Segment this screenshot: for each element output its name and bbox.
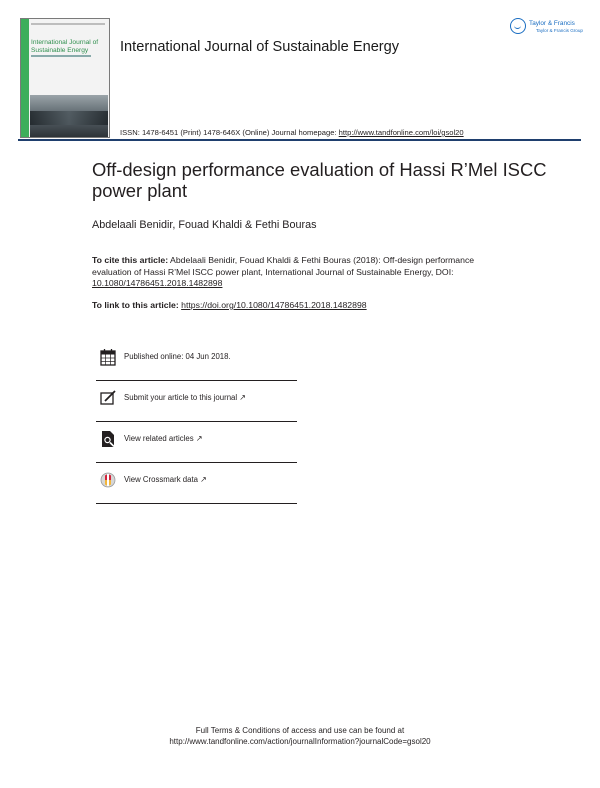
footer-terms-url[interactable]: http://www.tandfonline.com/action/journalInformation?journalCode=gsol20: [169, 736, 431, 746]
divider: [96, 421, 297, 422]
divider: [96, 380, 297, 381]
divider: [96, 462, 297, 463]
publisher-logo[interactable]: [510, 18, 584, 36]
submit-article-label: Submit your article to this journal: [124, 393, 238, 402]
edit-icon: [100, 389, 116, 407]
related-articles-link[interactable]: [124, 434, 202, 443]
cover-photo-band: [30, 111, 108, 125]
external-link-icon: ↗: [195, 434, 203, 443]
related-articles-label: View related articles: [124, 434, 194, 443]
cover-subtitle-line: [31, 55, 91, 57]
link-label: To link to this article:: [92, 300, 182, 310]
cover-title: International Journal of Sustainable Energy: [31, 39, 99, 54]
issn-line: [120, 128, 464, 137]
published-online-row: [96, 342, 296, 372]
related-articles-row[interactable]: [96, 424, 296, 454]
header-rule: [18, 139, 581, 141]
article-authors: Abdelaali Benidir, Fouad Khaldi & Fethi Bouras: [92, 219, 317, 231]
submit-article-link[interactable]: [124, 393, 246, 402]
cover-top-line: [31, 23, 105, 25]
publisher-logo-icon: [510, 18, 526, 34]
article-doi-url[interactable]: https://doi.org/10.1080/14786451.2018.1482898: [181, 300, 367, 310]
footer-terms-text: Full Terms & Conditions of access and use can be found at: [195, 726, 405, 735]
divider: [96, 503, 297, 504]
cover-accent-stripe: [21, 19, 29, 137]
crossmark-label: View Crossmark data: [124, 475, 198, 484]
crossmark-row[interactable]: [96, 465, 296, 495]
journal-homepage-link[interactable]: http://www.tandfonline.com/loi/gsol20: [338, 128, 464, 137]
calendar-icon: [100, 348, 116, 366]
external-link-icon: ↗: [200, 475, 207, 484]
doi-link[interactable]: 10.1080/14786451.2018.1482898: [92, 278, 223, 289]
crossmark-icon: [100, 471, 116, 489]
publisher-name: Taylor & Francis: [529, 20, 575, 27]
related-search-icon: [100, 430, 116, 448]
footer: [0, 726, 600, 747]
link-block: [92, 300, 367, 310]
article-title: Off-design performance evaluation of Hassi R’Mel ISCC power plant: [92, 159, 547, 201]
external-link-icon: ↗: [239, 393, 246, 402]
journal-cover-thumbnail[interactable]: [20, 18, 110, 138]
submit-article-row[interactable]: [96, 383, 296, 413]
crossmark-link[interactable]: [124, 475, 207, 484]
published-online-label: Published online: 04 Jun 2018.: [124, 352, 231, 361]
journal-title: International Journal of Sustainable Energy: [120, 39, 400, 55]
issn-text: ISSN: 1478-6451 (Print) 1478-646X (Online) Journal homepage:: [120, 128, 339, 137]
publisher-tagline: Taylor & Francis Group: [536, 28, 583, 33]
citation-block: [92, 255, 512, 290]
citation-label: To cite this article:: [92, 255, 169, 265]
citation-text: Abdelaali Benidir, Fouad Khaldi & Fethi Bouras (2018): Off-design performance evaluation of Hassi R’Mel ISCC power plant, International Journal of Sustainable Energy, DOI:: [92, 255, 475, 277]
